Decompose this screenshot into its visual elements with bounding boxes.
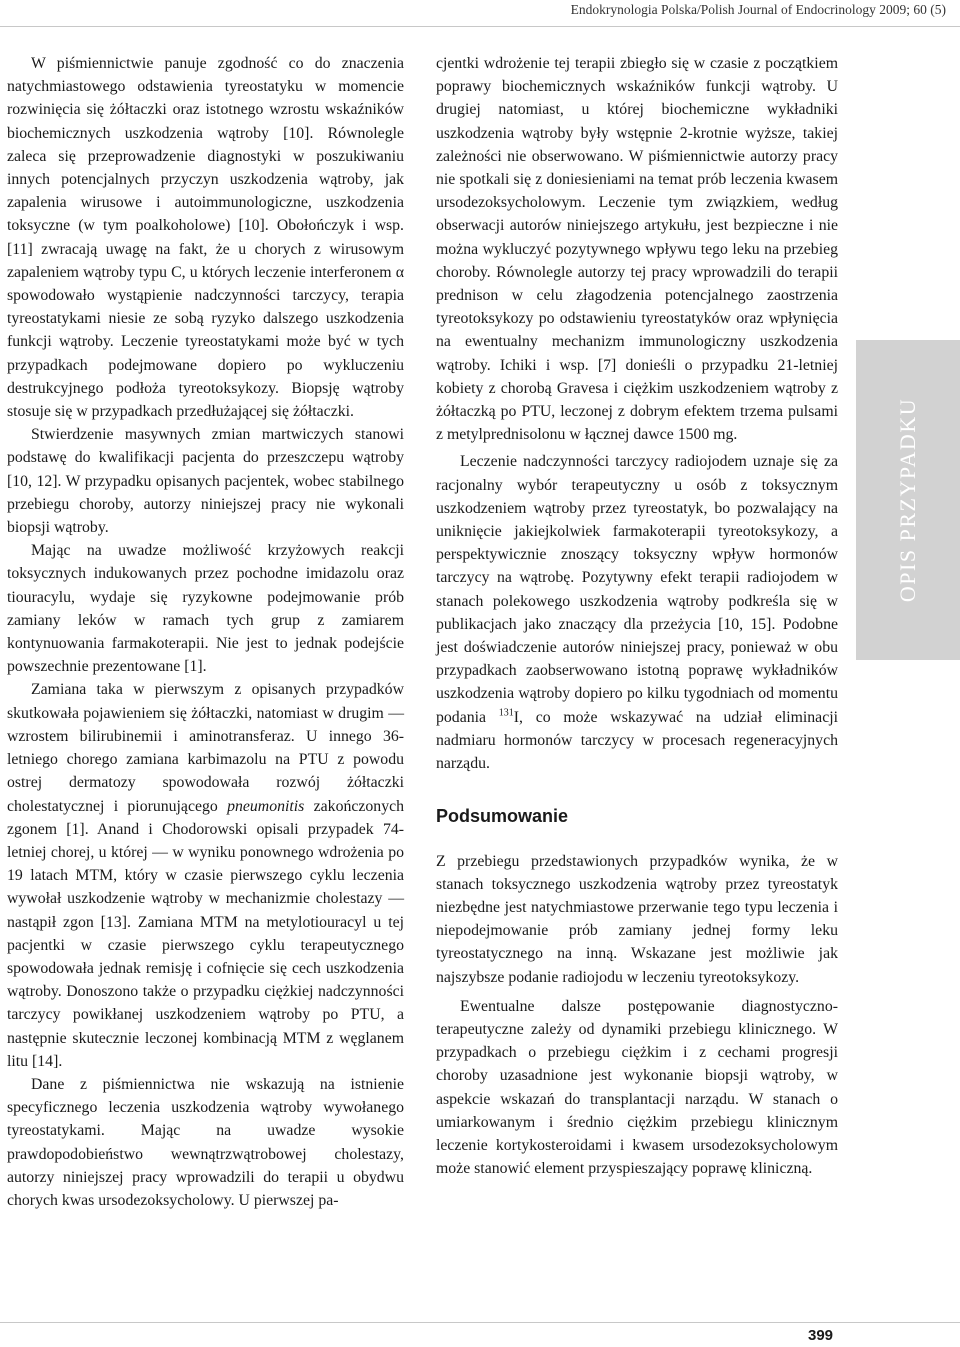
paragraph-text: zakończonych zgonem [1]. Anand i Chodorowski opisali przypadek 74-letniej chorej, u której — w wyniku ponownego wdrożenia po 19 latach MTM, który w czasie pierwszego cyklu leczenia wywołał uszkodzenie wątroby w mechanizmie cholestazy — nastąpił zgon [13]. Zamiana MTM na metylotiouracyl u tej pacjentki w czasie pierwszego cyklu terapeutycznego spowodowała jednak remisję i cofnięcie się cech uszkodzenia wątroby. Donoszono także o przypadku ciężkiej nadczynności tarczycy powikłanej uszkodzeniem wątroby po PTU, a następnie skutecznie leczonej kombinacją MTM z węglanem litu [14].: [7, 797, 404, 1070]
running-header: [0, 0, 960, 27]
paragraph: [436, 450, 838, 775]
section-heading: Podsumowanie: [436, 806, 569, 827]
right-text-column: [436, 52, 838, 1180]
journal-citation: Endokrynologia Polska/Polish Journal of Endocrinology 2009; 60 (5): [570, 2, 946, 17]
paragraph-text: Zamiana taka w pierwszym z opisanych przypadków skutkowała pojawieniem się żółtaczki, natomiast w drugim — wzrostem bilirubinemii i aminotransferaz. U innego 36-letniego chorego zamiana karbimazolu na PTU z powodu ostrej dermatozy spowodowała rozwój żółtaczki cholestatycznej i piorunującego: [7, 681, 404, 815]
paragraph: Z przebiegu przedstawionych przypadków wynika, że w stanach toksycznego uszkodzenia wątroby przez tyreostatyk niezbędne jest natychmiastowe przerwanie tego typu leczenia i niepodejmowanie prób zamiany jednej formy leku tyreostatycznego na inną. Wskazane jest możliwie jak najszybsze podanie radiojodu w leczeniu tyreotoksykozy.: [436, 852, 838, 986]
footer-divider: [0, 1322, 960, 1323]
paragraph: [7, 678, 404, 1072]
italic-term: pneumonitis: [227, 797, 305, 815]
section-tab-label: OPIS PRZYPADKU: [895, 397, 920, 603]
paragraph: W piśmiennictwie panuje zgodność co do znaczenia natychmiastowego odstawienia tyreostatyku w momencie rozwinięcia się żółtaczki oraz istotnego wzrostu wskaźników biochemicznych uszkodzenia wątroby [10]. Równolegle zaleca się przeprowadzenie diagnostyki w poszukiwaniu innych potencjalnych przyczyn uszkodzenia wątroby, jak zapalenia wirusowe i autoimmunologiczne, uszkodzenia toksyczne (w tym poalkoholowe) [10]. Obołończyk i wsp. [11] zwracają uwagę na fakt, że u chorych z wirusowym zapaleniem wątroby typu C, u których leczenie interferonem α spowodowało wystąpienie nadczynności tarczycy, terapia tyreostatykami niesie ze sobą ryzyko dalszego uszkodzenia funkcji wątroby. Leczenie tyreostatykami może być w tych przypadkach podejmowane dopiero po wykluczeniu destrukcyjnego podłoża tyreotoksykozy. Biopsję wątroby stosuje się w przypadkach przedłużającej się żółtaczki.: [7, 55, 404, 421]
page-number: 399: [808, 1327, 834, 1344]
paragraph: Dane z piśmiennictwa nie wskazują na istnienie specyficznego leczenia uszkodzenia wątroby wywołanego tyreostatykami. Mając na uwadze wysokie prawdopodobieństwo wewnątrzwątrobowej cholestazy, autorzy niniejszej pracy wprowadzili do terapii u obydwu chorych kwas ursodezoksycholowy. U pierwszej pa-: [7, 1075, 404, 1209]
paragraph-continued: cjentki wdrożenie tej terapii zbiegło się w czasie z początkiem poprawy biochemicznych wskaźników funkcji wątroby. U drugiej natomiast, u której biochemiczne wykładniki uszkodzenia wątroby były wstępnie 2-krotnie wyższe, takiej zależności nie obserwowano. W piśmiennictwie autorzy pracy nie spotkali się z doniesieniami na temat prób leczenia kwasem ursodezoksycholowym. Leczenie tym związkiem, według obserwacji autorów niniejszego artykułu, jest bezpieczne i nie można wykluczyć pozytywnego wpływu tego leku na przebieg choroby. Równolegle autorzy tej pracy wprowadzili do terapii prednison w celu złagodzenia potencjalnego zaostrzenia tyreotoksykozy po odstawieniu tyreostatyków oraz wpłynięcia na ewentualny mechanizm immunologiczny uszkodzenia wątroby. Ichiki i wsp. [7] donieśli o przypadku 21-letniej kobiety z chorobą Gravesa i ciężkim uszkodzeniem wątroby z żółtaczką po PTU, leczonej z dobrym efektem trzema pulsami z metylprednisolonu w łącznej dawce 1500 mg.: [436, 55, 838, 444]
section-side-tab: [856, 340, 960, 660]
paragraph-text: Leczenie nadczynności tarczycy radiojodem uznaje się za racjonalny wybór terapeutyczny u osób z toksycznym uszkodzeniem wątroby przez tyreostatyk, bo pozwalający na uniknięcie jakiejkolwiek farmakoterapii tyreotoksykozy, a perspektywicznie znoszący toksyczny wpływ hormonów tarczycy na wątrobę. Pozytywny efekt terapii radiojodem w stanach polekowego uszkodzenia wątroby podkreśla się w publikacjach jako znaczący dla przeżycia [10, 15]. Podobne jest doświadczenie autorów niniejszej pracy, ponieważ w obu przypadkach zaobserwowano istotną poprawę wykładników uszkodzenia wątroby dopiero po kilku tygodniach od momentu podania: [436, 453, 838, 726]
left-text-column: [7, 52, 404, 1212]
paragraph-text: I, co może wskazywać na udział eliminacji nadmiaru hormonów tarczycy w procesach regeneracyjnych narządu.: [436, 708, 838, 773]
paragraph: Ewentualne dalsze postępowanie diagnostyczno-terapeutyczne zależy od dynamiki przebiegu klinicznego. W przypadkach o przebiegu ciężkim i z cechami progresji choroby uzasadnione jest wykonanie biopsji wątroby, w aspekcie wskazań do transplantacji narządu. W stanach o umiarkowanym i średnio ciężkim przebiegu klinicznym leczenie kortykosteroidami i kwasem ursodezoksycholowym może stanowić element przyspieszający poprawę kliniczną.: [436, 997, 838, 1178]
paragraph: Stwierdzenie masywnych zmian martwiczych stanowi podstawę do kwalifikacji pacjenta do przeszczepu wątroby [10, 12]. W przypadku opisanych pacjentek, wobec stabilnego przebiegu choroby, autorzy niniejszej pracy nie wykonali biopsji wątroby.: [7, 426, 404, 537]
paragraph: Mając na uwadze możliwość krzyżowych reakcji toksycznych indukowanych przez pochodne imidazolu oraz tiouracylu, wydaje się ryzykowne podejmowanie prób zamiany leków w ramach tych grup z zamiarem kontynuowania farmakoterapii. Nie jest to jednak podejście powszechnie prezentowane [1].: [7, 542, 404, 676]
isotope-superscript: 131: [498, 707, 514, 719]
